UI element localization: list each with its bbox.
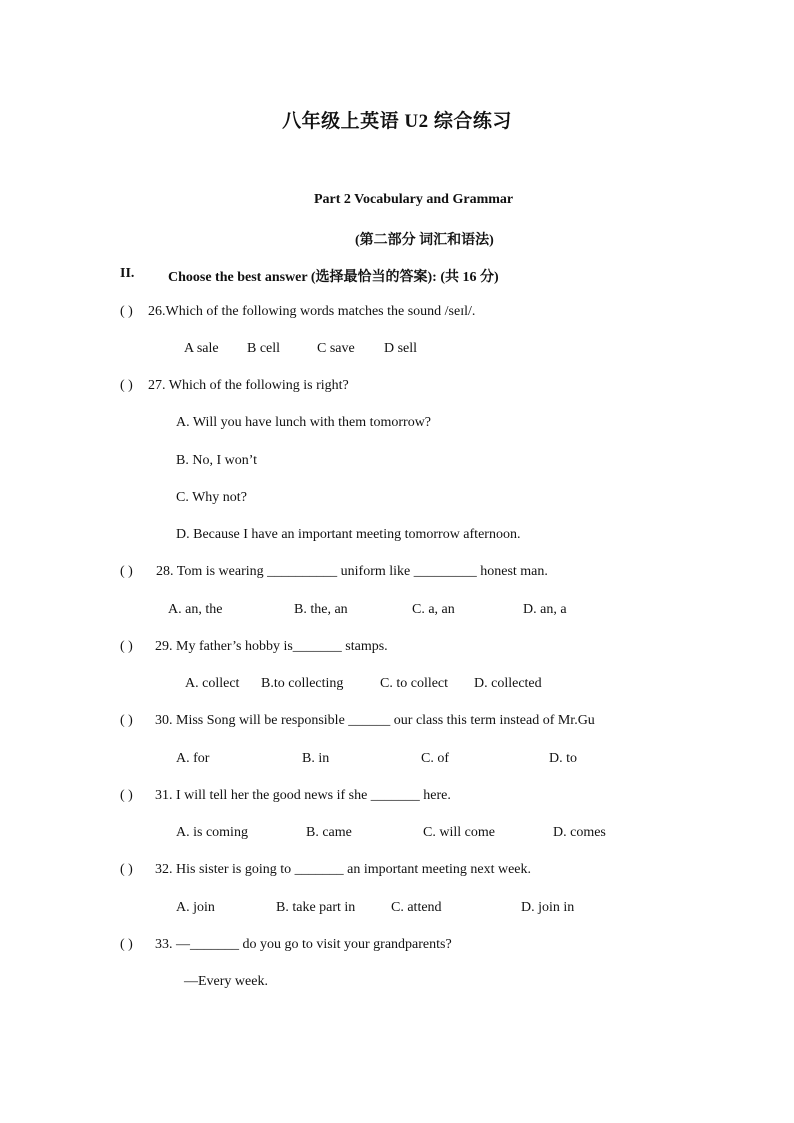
- option[interactable]: A. join: [176, 900, 215, 915]
- option[interactable]: C. to collect: [380, 676, 449, 691]
- option[interactable]: B. came: [306, 825, 352, 840]
- question-stem: 28. Tom is wearing __________ uniform like _________ honest man.: [156, 564, 548, 579]
- option[interactable]: A. an, the: [168, 602, 223, 617]
- question-stem: 33. —_______ do you go to visit your grandparents?: [155, 937, 452, 952]
- option[interactable]: B cell: [247, 341, 281, 356]
- question-stem: 30. Miss Song will be responsible ______ our class this term instead of Mr.Gu: [155, 713, 595, 728]
- option[interactable]: C. attend: [391, 900, 442, 915]
- question-stem: 31. I will tell her the good news if she _______ here.: [155, 788, 451, 803]
- question-stem: 27. Which of the following is right?: [148, 378, 349, 393]
- answer-blank[interactable]: ( ): [120, 639, 133, 654]
- option[interactable]: B. take part in: [276, 900, 356, 915]
- option[interactable]: D. Because I have an important meeting tomorrow afternoon.: [176, 527, 521, 542]
- question-stem: 29. My father’s hobby is_______ stamps.: [155, 639, 388, 654]
- question-stem: 32. His sister is going to _______ an important meeting next week.: [155, 862, 532, 877]
- option[interactable]: A. Will you have lunch with them tomorrow?: [176, 415, 432, 430]
- option[interactable]: B. the, an: [294, 602, 348, 617]
- section-number: II.: [120, 266, 135, 281]
- option[interactable]: B. in: [302, 751, 330, 766]
- option[interactable]: A sale: [184, 341, 219, 356]
- option[interactable]: A. for: [176, 751, 210, 766]
- answer-blank[interactable]: ( ): [120, 862, 133, 877]
- answer-blank[interactable]: ( ): [120, 304, 133, 319]
- option[interactable]: D. join in: [521, 900, 575, 915]
- answer-blank[interactable]: ( ): [120, 713, 133, 728]
- answer-blank[interactable]: ( ): [120, 788, 133, 803]
- option[interactable]: B.to collecting: [261, 676, 344, 691]
- page-title: 八年级上英语 U2 综合练习: [282, 111, 512, 132]
- option[interactable]: D. comes: [553, 825, 606, 840]
- option[interactable]: C. Why not?: [176, 490, 247, 505]
- answer-blank[interactable]: ( ): [120, 564, 133, 579]
- option[interactable]: A. collect: [185, 676, 240, 691]
- option[interactable]: D. collected: [474, 676, 542, 691]
- option[interactable]: D. to: [549, 751, 577, 766]
- part-heading: Part 2 Vocabulary and Grammar: [314, 192, 514, 207]
- answer-blank[interactable]: ( ): [120, 378, 133, 393]
- option[interactable]: C. will come: [423, 825, 495, 840]
- option[interactable]: A. is coming: [176, 825, 248, 840]
- option[interactable]: C save: [317, 341, 355, 356]
- option[interactable]: B. No, I won’t: [176, 453, 258, 468]
- answer-blank[interactable]: ( ): [120, 937, 133, 952]
- option[interactable]: D sell: [384, 341, 418, 356]
- section-title: Choose the best answer (选择最恰当的答案): (共 16 分): [168, 270, 499, 285]
- option[interactable]: C. a, an: [412, 602, 455, 617]
- question-stem: 26.Which of the following words matches the sound /seɪl/.: [148, 304, 476, 319]
- part-heading-cn: (第二部分 词汇和语法): [355, 233, 494, 248]
- answer-line: —Every week.: [184, 974, 268, 989]
- option[interactable]: C. of: [421, 751, 449, 766]
- option[interactable]: D. an, a: [523, 602, 567, 617]
